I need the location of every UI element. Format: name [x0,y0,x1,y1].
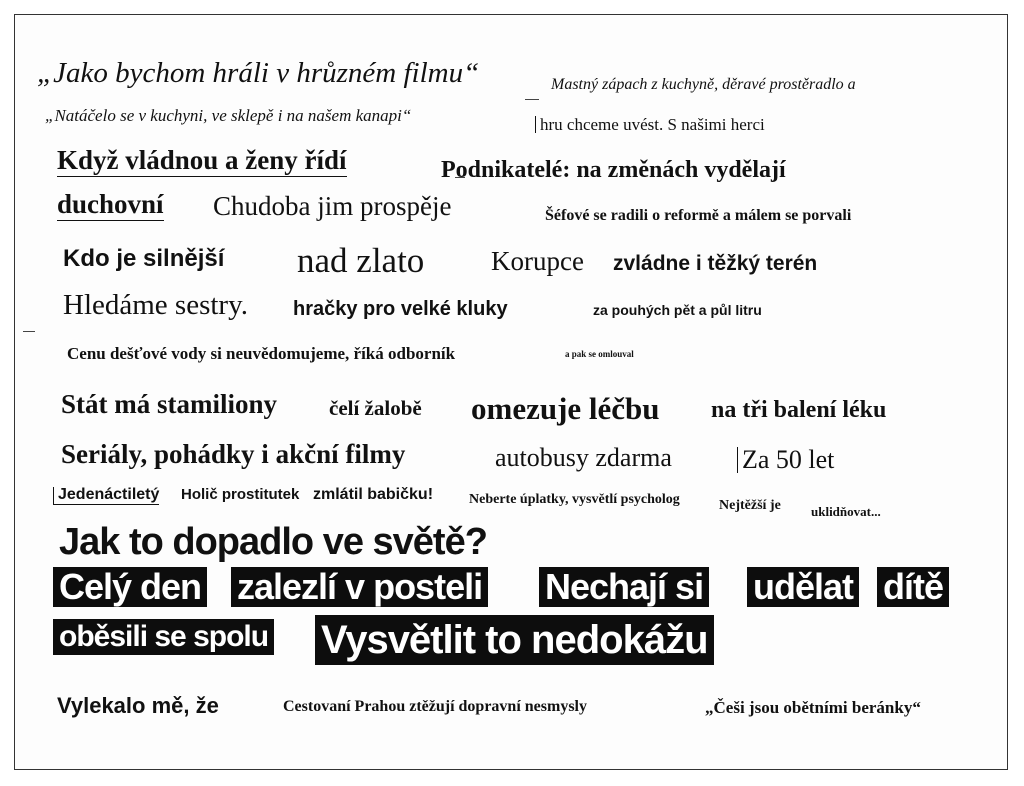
clipping-headline: Když vládnou a ženy řídí [57,145,347,175]
clipping-headline: zmlátil babičku! [313,486,434,503]
clipping-text: Nejtěžší je [719,498,781,513]
clipping-headline: dítě [877,567,949,607]
clipping-headline: čelí žalobě [329,396,422,420]
clipping-headline: Vysvětlit to nedokážu [315,615,714,665]
clipping-headline: Jak to dopadlo ve světě? [59,521,487,563]
clipping-text: „Natáčelo se v kuchyni, ve sklepě i na našem kanapi“ [45,106,412,125]
clipping-headline: Vylekalo mě, že [57,693,219,718]
clipping-text: za pouhých pět a půl litru [593,302,762,318]
cut-mark [23,331,35,332]
clipping-headline: hračky pro velké kluky [293,298,508,320]
clipping-headline: duchovní [57,189,164,219]
clipping-text: a pak se omlouval [565,349,634,359]
clipping-headline: Korupce [491,246,584,276]
clipping-text: Mastný zápach z kuchyně, děravé prostěradlo a [551,76,856,93]
collage-frame [14,14,1008,770]
clipping-headline: Seriály, pohádky i akční filmy [61,439,406,469]
clipping-headline: zalezlí v posteli [231,567,488,607]
clipping-headline: autobusy zdarma [495,443,672,472]
clipping-headline: Chudoba jim prospěje [213,191,452,221]
clipping-text: „Češi jsou obětními beránky“ [705,698,921,717]
clipping-headline: Jedenáctiletý [53,487,159,505]
clipping-headline: Stát má stamiliony [61,389,277,419]
clipping-headline: na tři balení léku [711,397,887,423]
clipping-text: hru chceme uvést. S našimi herci [535,116,765,133]
clipping-text: Šéfové se radili o reformě a málem se porvali [545,207,852,224]
clipping-headline: Kdo je silnější [63,245,225,272]
clipping-headline: zvládne i těžký terén [613,252,818,275]
clipping-headline: Za 50 let [737,447,834,473]
clipping-text: Cenu dešťové vody si neuvědomujeme, říká odborník [67,344,456,363]
clipping-headline: Hledáme sestry. [63,289,248,321]
cut-mark [525,99,539,100]
clipping-headline: Podnikatelé: na změnách vydělají [441,157,786,183]
clipping-headline: Celý den [53,567,207,607]
clipping-headline: oběsili se spolu [53,619,274,655]
clipping-text: Neberte úplatky, vysvětlí psycholog [469,492,680,507]
clipping-text: uklidňovat... [811,504,881,519]
clipping-headline: Nechají si [539,567,709,607]
clipping-headline: Holič prostitutek [181,486,300,503]
clipping-text: Cestovaní Prahou ztěžují dopravní nesmysly [283,698,587,715]
cut-mark [455,177,465,178]
clipping-headline: udělat [747,567,859,607]
clipping-headline: omezuje léčbu [471,391,660,426]
clipping-headline: „Jako bychom hráli v hrůzném filmu“ [37,57,480,89]
clipping-headline: nad zlato [297,241,425,280]
